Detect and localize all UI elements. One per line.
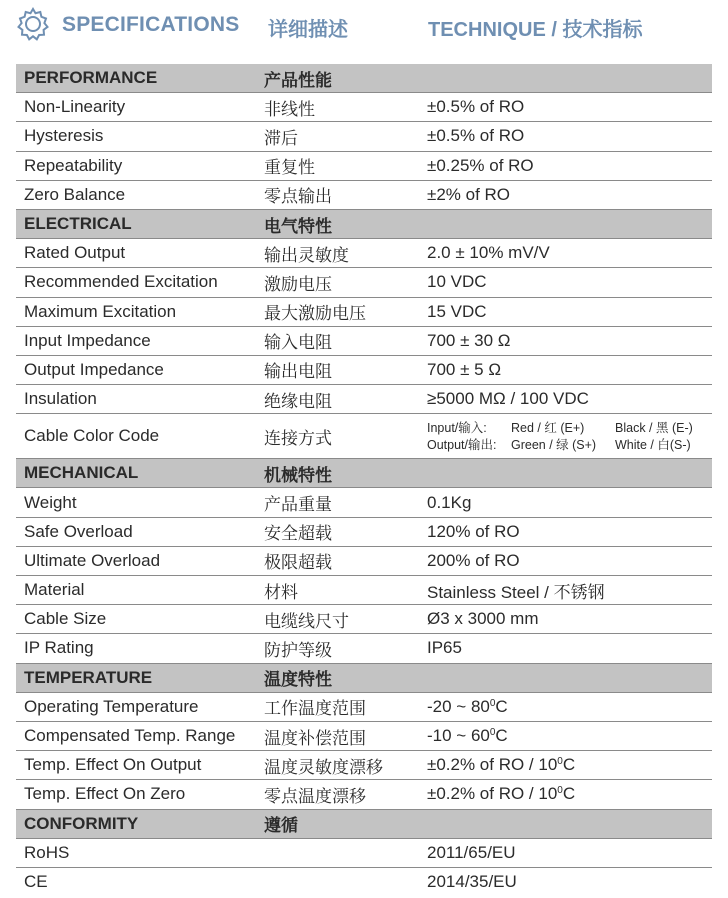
spec-name-cn: 绝缘电阻 [264, 391, 332, 411]
gear-icon [16, 7, 50, 41]
spec-value [427, 126, 524, 146]
table-row [16, 385, 712, 414]
spec-value [427, 331, 510, 351]
spec-value-text: Stainless Steel / 不锈钢 [427, 582, 605, 602]
header-chinese: 详细描述 [268, 19, 348, 41]
section-title: MECHANICAL [24, 463, 139, 483]
section-title-cn: 遵循 [264, 816, 298, 836]
spec-name: Temp. Effect On Zero [24, 784, 186, 804]
spec-name: Output Impedance [24, 359, 164, 379]
spec-value [427, 843, 516, 863]
spec-name-cn: 最大激励电压 [264, 304, 366, 324]
unit-text: C [562, 755, 576, 775]
table-row [16, 327, 712, 356]
section-title: TEMPERATURE [24, 667, 153, 687]
table-row [16, 298, 712, 327]
cable-color-code [427, 420, 712, 454]
table-row [16, 181, 712, 210]
spec-name-cn: 安全超载 [264, 524, 332, 544]
table-row [16, 93, 712, 122]
spec-name-cn: 电缆线尺寸 [264, 611, 349, 631]
spec-name-cn: 连接方式 [264, 428, 332, 448]
table-row [16, 488, 712, 517]
table-row [16, 122, 712, 151]
section-title-cn: 电气特性 [264, 216, 332, 236]
spec-name-cn: 零点输出 [264, 187, 332, 207]
spec-name-cn: 输入电阻 [264, 333, 332, 353]
spec-name: Weight [24, 492, 77, 512]
spec-value-text: 700 ± 30 Ω [427, 330, 511, 350]
spec-value-text: ±0.2% of RO / 10 [427, 755, 558, 775]
spec-name-cn: 滞后 [264, 128, 298, 148]
section-header [16, 810, 712, 839]
spec-name: Material [24, 580, 85, 600]
spec-value-text: IP65 [427, 638, 462, 658]
table-row [16, 722, 712, 751]
spec-name: Rated Output [24, 243, 126, 263]
spec-name-cn: 防护等级 [264, 640, 332, 660]
cable-c: White / 白(S-) [615, 438, 691, 453]
table-row [16, 605, 712, 634]
header [0, 0, 728, 52]
spec-name: Cable Size [24, 609, 107, 629]
spec-name: Input Impedance [24, 330, 151, 350]
table-row [16, 239, 712, 268]
spec-name-cn: 激励电压 [264, 274, 332, 294]
spec-value [427, 522, 520, 542]
spec-value [427, 638, 462, 658]
table-row [16, 576, 712, 605]
table-row [16, 868, 712, 897]
cable-c: Black / 黑 (E-) [615, 421, 693, 436]
spec-value-text: 10 VDC [427, 272, 487, 292]
section-header [16, 210, 712, 239]
unit-text: C [562, 784, 576, 804]
cable-a: Input/输入: [427, 421, 487, 436]
degree-superscript: 0 [489, 727, 496, 739]
spec-value-text: -20 ~ 80 [427, 696, 490, 716]
unit-text: C [495, 726, 508, 746]
section-title-cn: 温度特性 [264, 670, 332, 690]
spec-value [427, 97, 524, 117]
spec-table [16, 64, 712, 897]
cable-line [427, 437, 712, 454]
spec-value-text: 2011/65/EU [427, 842, 516, 862]
spec-value [427, 185, 510, 205]
spec-name: Repeatability [24, 155, 123, 175]
spec-name-cn: 零点温度漂移 [264, 786, 366, 806]
table-row [16, 152, 712, 181]
spec-value [427, 302, 487, 322]
table-row [16, 268, 712, 297]
table-row [16, 547, 712, 576]
section-header [16, 459, 712, 488]
spec-name-cn: 非线性 [264, 99, 315, 119]
spec-value [427, 243, 550, 263]
spec-value [427, 578, 605, 603]
spec-value [427, 755, 575, 775]
spec-value-text: 200% of RO [427, 550, 520, 570]
spec-name: Recommended Excitation [24, 272, 218, 292]
spec-name-cn: 输出电阻 [264, 362, 332, 382]
spec-value-text: Ø3 x 3000 mm [427, 609, 539, 629]
spec-name: IP Rating [24, 638, 94, 658]
spec-value-text: -10 ~ 60 [427, 726, 490, 746]
cable-b: Green / 绿 (S+) [511, 438, 597, 453]
table-row [16, 414, 712, 459]
cable-b: Red / 红 (E+) [511, 421, 585, 436]
section-title: CONFORMITY [24, 813, 139, 833]
section-header [16, 664, 712, 693]
spec-name-cn: 温度灵敏度漂移 [264, 757, 383, 777]
spec-value-text: ±2% of RO [427, 184, 511, 204]
spec-value-text: ±0.5% of RO [427, 126, 525, 146]
spec-name-cn: 产品重量 [264, 495, 332, 515]
spec-name-cn: 温度补偿范围 [264, 728, 366, 748]
section-title: ELECTRICAL [24, 214, 132, 234]
table-row [16, 839, 712, 868]
spec-value [427, 156, 534, 176]
spec-value-text: 2.0 ± 10% mV/V [427, 243, 550, 263]
cable-a: Output/输出: [427, 438, 497, 453]
spec-value-text: 0.1Kg [427, 492, 472, 512]
spec-value-text: ≥5000 MΩ / 100 VDC [427, 389, 589, 409]
table-row [16, 518, 712, 547]
cable-line [427, 420, 712, 437]
spec-name: Ultimate Overload [24, 550, 161, 570]
spec-name-cn: 材料 [264, 582, 298, 602]
spec-value [427, 389, 589, 409]
degree-superscript: 0 [489, 697, 496, 709]
spec-name: Temp. Effect On Output [24, 755, 202, 775]
spec-value [427, 609, 539, 629]
spec-value [427, 272, 487, 292]
section-header [16, 64, 712, 93]
section-title-cn: 机械特性 [264, 465, 332, 485]
table-row [16, 356, 712, 385]
spec-name: Insulation [24, 389, 97, 409]
spec-value-text: ±0.25% of RO [427, 155, 534, 175]
spec-name: Cable Color Code [24, 426, 160, 446]
degree-superscript: 0 [557, 756, 563, 768]
header-specifications: SPECIFICATIONS [62, 13, 240, 36]
degree-superscript: 0 [557, 785, 563, 797]
spec-value-text: ±0.2% of RO / 10 [427, 784, 558, 804]
spec-name-cn: 工作温度范围 [264, 699, 366, 719]
spec-name-cn: 极限超载 [264, 553, 332, 573]
table-row [16, 693, 712, 722]
spec-name: Hysteresis [24, 126, 104, 146]
header-technique: TECHNIQUE / 技术指标 [428, 19, 643, 41]
spec-name: Zero Balance [24, 184, 126, 204]
spec-value [427, 784, 575, 804]
section-title-cn: 产品性能 [264, 70, 332, 90]
unit-text: C [495, 696, 508, 716]
table-row [16, 751, 712, 780]
spec-value-text: 15 VDC [427, 301, 487, 321]
spec-value [427, 551, 520, 571]
spec-name: Non-Linearity [24, 97, 126, 117]
table-row [16, 780, 712, 809]
spec-name-cn: 重复性 [264, 158, 315, 178]
section-title: PERFORMANCE [24, 68, 158, 88]
spec-value [427, 697, 508, 717]
spec-value-text: 2014/35/EU [427, 872, 517, 892]
table-row [16, 634, 712, 663]
spec-name: CE [24, 872, 48, 892]
spec-name-cn: 输出灵敏度 [264, 245, 349, 265]
spec-value [427, 726, 508, 746]
spec-value-text: 120% of RO [427, 521, 520, 541]
spec-name: RoHS [24, 842, 70, 862]
spec-value-text: ±0.5% of RO [427, 97, 525, 117]
spec-name: Compensated Temp. Range [24, 726, 236, 746]
spec-name: Maximum Excitation [24, 301, 177, 321]
spec-value [427, 493, 471, 513]
spec-name: Operating Temperature [24, 696, 199, 716]
spec-value [427, 872, 517, 892]
spec-value [427, 360, 501, 380]
spec-name: Safe Overload [24, 521, 133, 541]
spec-value-text: 700 ± 5 Ω [427, 359, 502, 379]
